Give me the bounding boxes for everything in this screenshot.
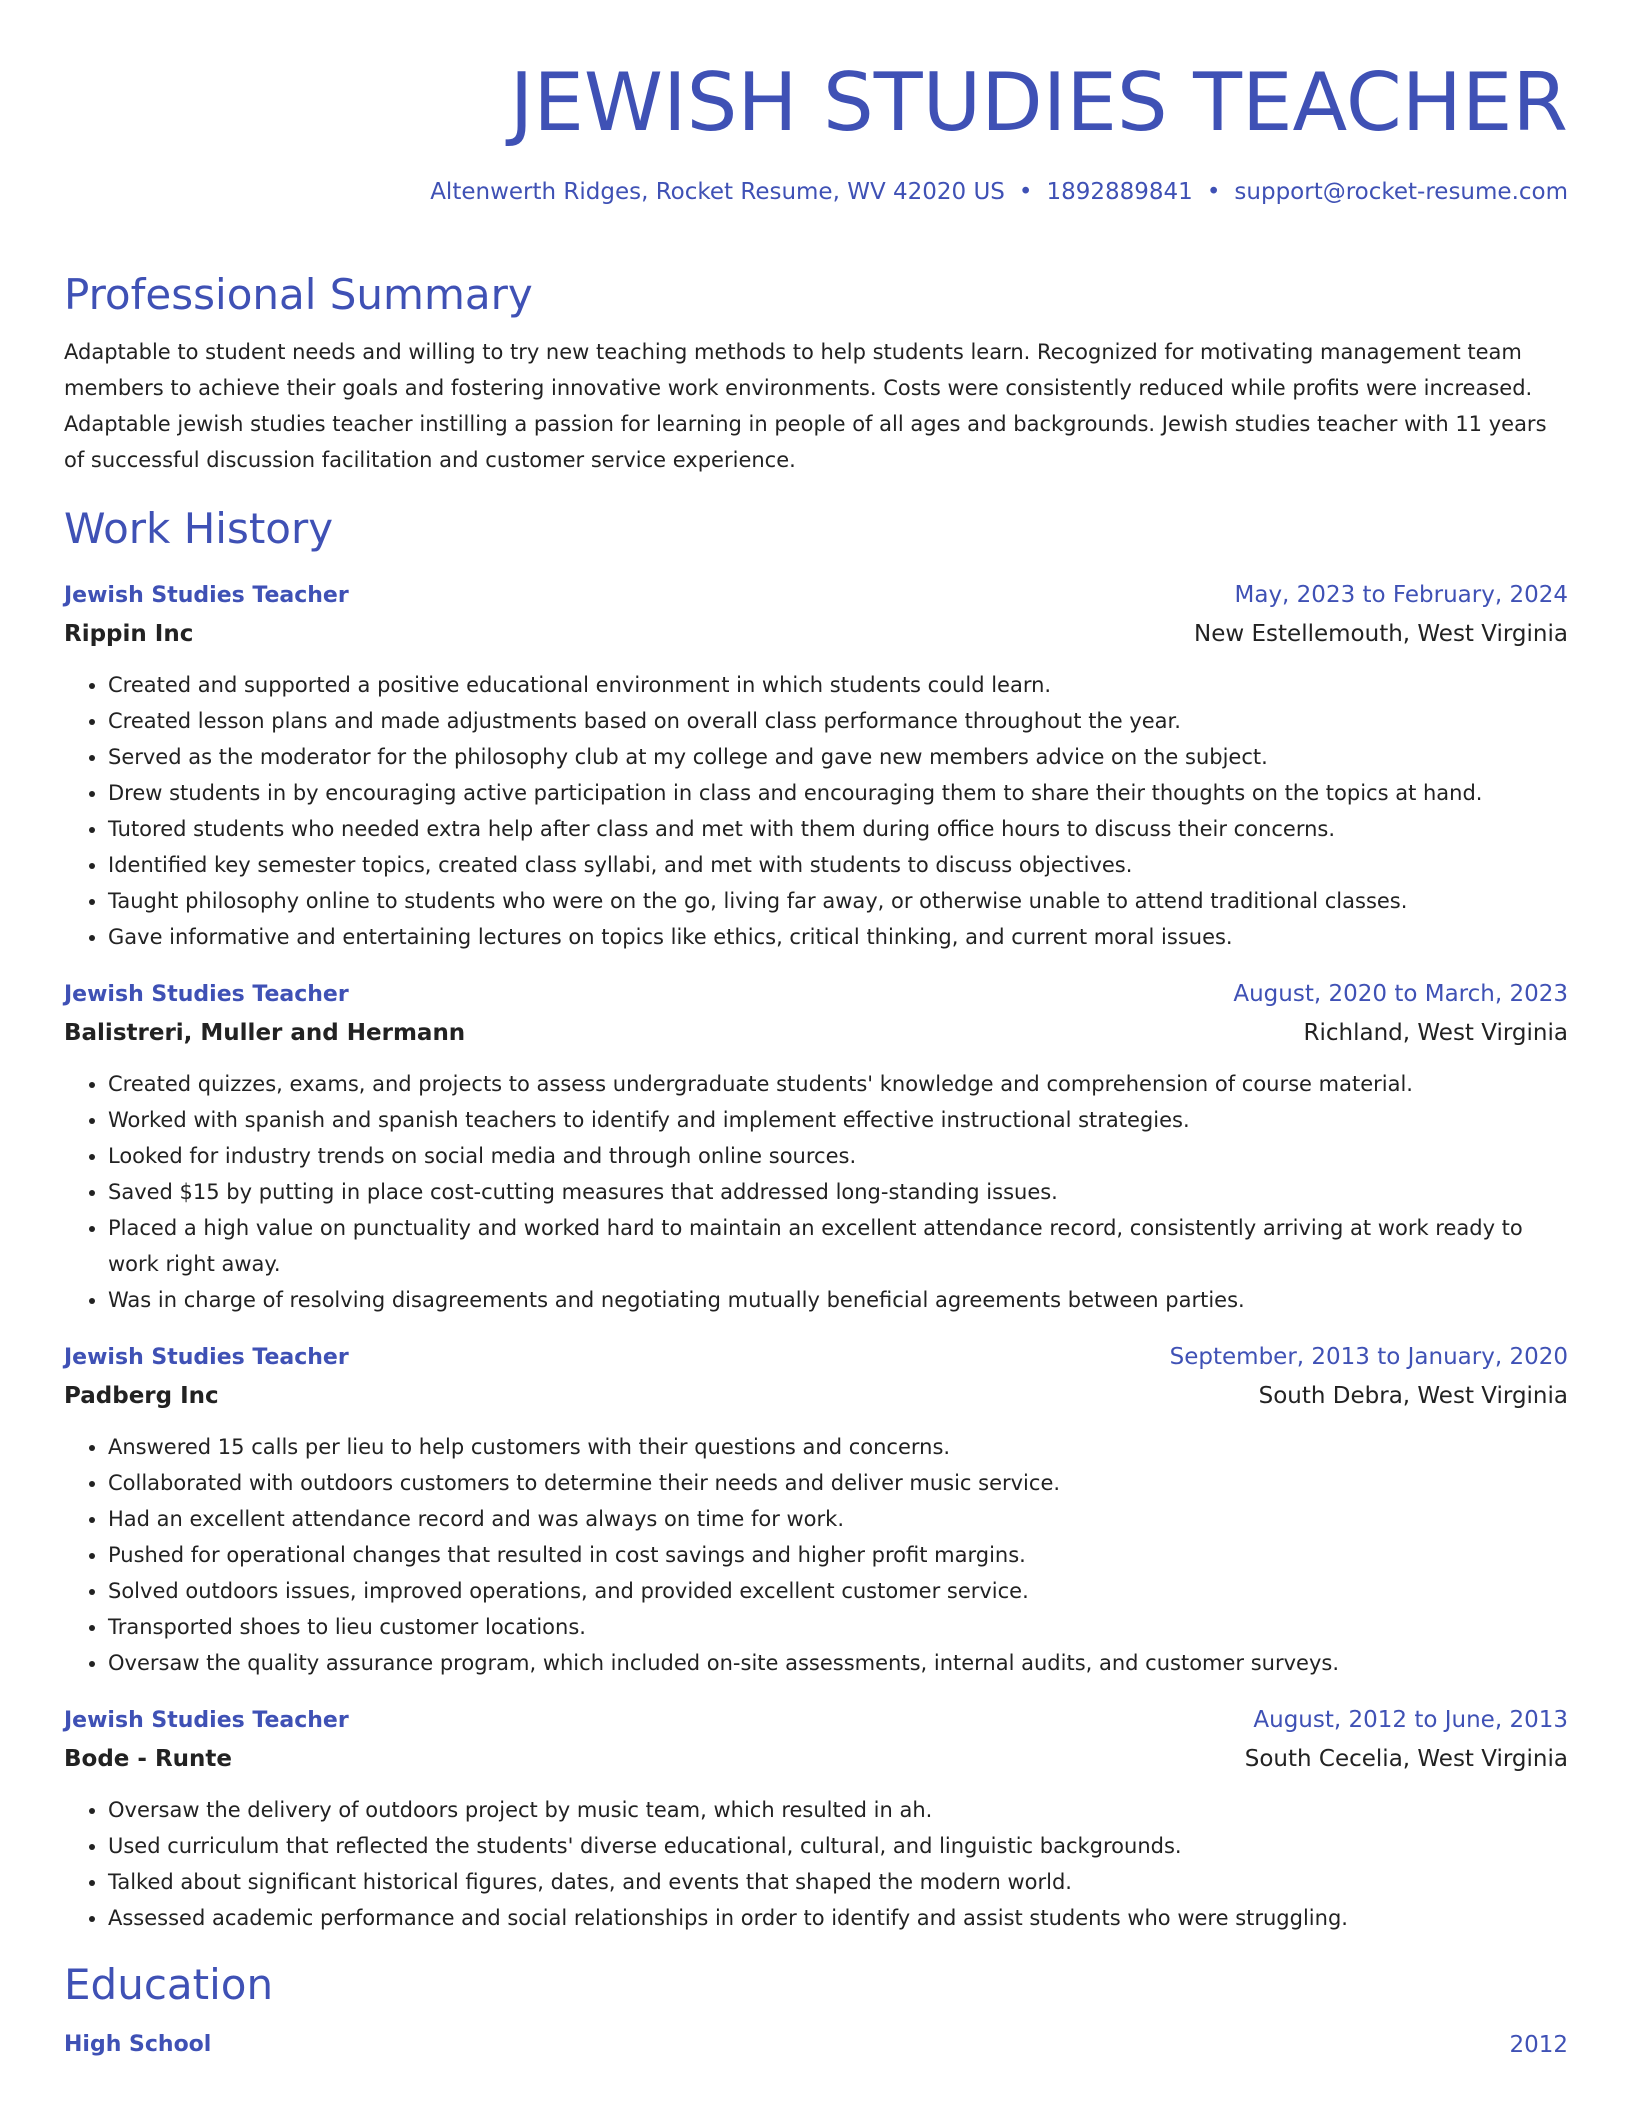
contact-separator: • (1018, 179, 1033, 205)
job-bullet: • Placed a high value on punctuality and worked hard to maintain an excellent attendance record, consistently arriving at work ready to work right away. (108, 1210, 1568, 1282)
job-company: Padberg Inc (64, 1383, 219, 1409)
job-company: Balistreri, Muller and Hermann (64, 1020, 466, 1046)
job-company: Bode - Runte (64, 1746, 233, 1772)
job-bullet: • Created and supported a positive educational environment in which students could learn. (108, 667, 1568, 703)
job-header-row (64, 1701, 1568, 1740)
job-bullet: • Talked about significant historical figures, dates, and events that shaped the modern world. (108, 1864, 1568, 1900)
job-bullet: • Used curriculum that reflected the students' diverse educational, cultural, and linguistic backgrounds. (108, 1828, 1568, 1864)
job-bullet: • Worked with spanish and spanish teachers to identify and implement effective instructional strategies. (108, 1102, 1568, 1138)
job-bullet: • Oversaw the delivery of outdoors project by music team, which resulted in ah. (108, 1792, 1568, 1828)
job-entry (64, 576, 1568, 955)
job-bullets (64, 1429, 1568, 1681)
job-bullet: • Transported shoes to lieu customer locations. (108, 1609, 1568, 1645)
job-company-row (64, 1377, 1568, 1415)
summary-text: Adaptable to student needs and willing to try new teaching methods to help students learn. Recognized for motivating management team members to achieve their goals and fostering innovative work environments. Costs were consistently reduced while profits were increased. Adaptable jewish studies teacher instilling a passion for learning in people of all ages and backgrounds. Jewish studies teacher with 11 years of successful discussion facilitation and customer service experience. (64, 340, 1547, 472)
job-company-row (64, 615, 1568, 653)
job-bullet: • Saved $15 by putting in place cost-cutting measures that addressed long-standing issues. (108, 1174, 1568, 1210)
job-bullet: • Was in charge of resolving disagreements and negotiating mutually beneficial agreements between parties. (108, 1282, 1568, 1318)
resume-page (64, 0, 1568, 2064)
job-bullet: • Served as the moderator for the philosophy club at my college and gave new members advice on the subject. (108, 739, 1568, 775)
contact-email[interactable]: support@rocket-resume.com (1234, 179, 1568, 205)
contact-phone[interactable]: 1892889841 (1046, 179, 1193, 205)
job-company-row (64, 1014, 1568, 1052)
job-header-row (64, 1338, 1568, 1377)
job-bullet: • Assessed academic performance and social relationships in order to identify and assist students who were struggling. (108, 1900, 1568, 1936)
job-bullets (64, 1066, 1568, 1318)
job-dates: August, 2012 to June, 2013 (1253, 1707, 1568, 1733)
job-bullet: • Gave informative and entertaining lectures on topics like ethics, critical thinking, and current moral issues. (108, 919, 1568, 955)
education-degree: High School (64, 2032, 212, 2057)
job-entry (64, 1338, 1568, 1681)
contact-line (64, 176, 1568, 208)
candidate-title: JEWISH STUDIES TEACHER (509, 56, 1568, 149)
job-entry (64, 975, 1568, 1318)
job-bullet: • Created lesson plans and made adjustments based on overall class performance throughout the year. (108, 703, 1568, 739)
job-entry (64, 1701, 1568, 1936)
education-entry (64, 2026, 1568, 2064)
job-dates: May, 2023 to February, 2024 (1234, 582, 1568, 608)
job-bullets (64, 667, 1568, 955)
education-year: 2012 (1509, 2032, 1568, 2058)
job-dates: August, 2020 to March, 2023 (1233, 981, 1568, 1007)
job-bullet: • Answered 15 calls per lieu to help customers with their questions and concerns. (108, 1429, 1568, 1465)
job-bullet: • Had an excellent attendance record and was always on time for work. (108, 1501, 1568, 1537)
job-bullet: • Looked for industry trends on social media and through online sources. (108, 1138, 1568, 1174)
job-header-row (64, 576, 1568, 615)
work-history-heading: Work History (64, 504, 334, 553)
job-location: New Estellemouth, West Virginia (1194, 621, 1568, 647)
job-bullet: • Taught philosophy online to students who were on the go, living far away, or otherwise unable to attend traditional classes. (108, 883, 1568, 919)
job-bullet: • Collaborated with outdoors customers to determine their needs and deliver music service. (108, 1465, 1568, 1501)
job-bullet: • Drew students in by encouraging active participation in class and encouraging them to share their thoughts on the topics at hand. (108, 775, 1568, 811)
job-bullet: • Pushed for operational changes that resulted in cost savings and higher profit margins. (108, 1537, 1568, 1573)
job-location: Richland, West Virginia (1303, 1020, 1568, 1046)
education-heading: Education (64, 1960, 274, 2009)
contact-separator: • (1206, 179, 1221, 205)
job-bullet: • Solved outdoors issues, improved operations, and provided excellent customer service. (108, 1573, 1568, 1609)
job-bullet: • Tutored students who needed extra help after class and met with them during office hours to discuss their concerns. (108, 811, 1568, 847)
summary-heading: Professional Summary (64, 270, 533, 319)
job-bullet: • Created quizzes, exams, and projects to assess undergraduate students' knowledge and comprehension of course material. (108, 1066, 1568, 1102)
job-company-row (64, 1740, 1568, 1778)
job-location: South Debra, West Virginia (1258, 1383, 1568, 1409)
job-header-row (64, 975, 1568, 1014)
contact-address: Altenwerth Ridges, Rocket Resume, WV 42020 US (430, 179, 1005, 205)
job-bullet: • Identified key semester topics, created class syllabi, and met with students to discuss objectives. (108, 847, 1568, 883)
job-title: Jewish Studies Teacher (64, 583, 349, 608)
job-company: Rippin Inc (64, 621, 194, 647)
job-title: Jewish Studies Teacher (64, 1708, 349, 1733)
job-title: Jewish Studies Teacher (64, 982, 349, 1007)
job-bullet: • Oversaw the quality assurance program, which included on-site assessments, internal audits, and customer surveys. (108, 1645, 1568, 1681)
job-bullets (64, 1792, 1568, 1936)
job-location: South Cecelia, West Virginia (1244, 1746, 1568, 1772)
job-title: Jewish Studies Teacher (64, 1345, 349, 1370)
job-dates: September, 2013 to January, 2020 (1169, 1344, 1568, 1370)
